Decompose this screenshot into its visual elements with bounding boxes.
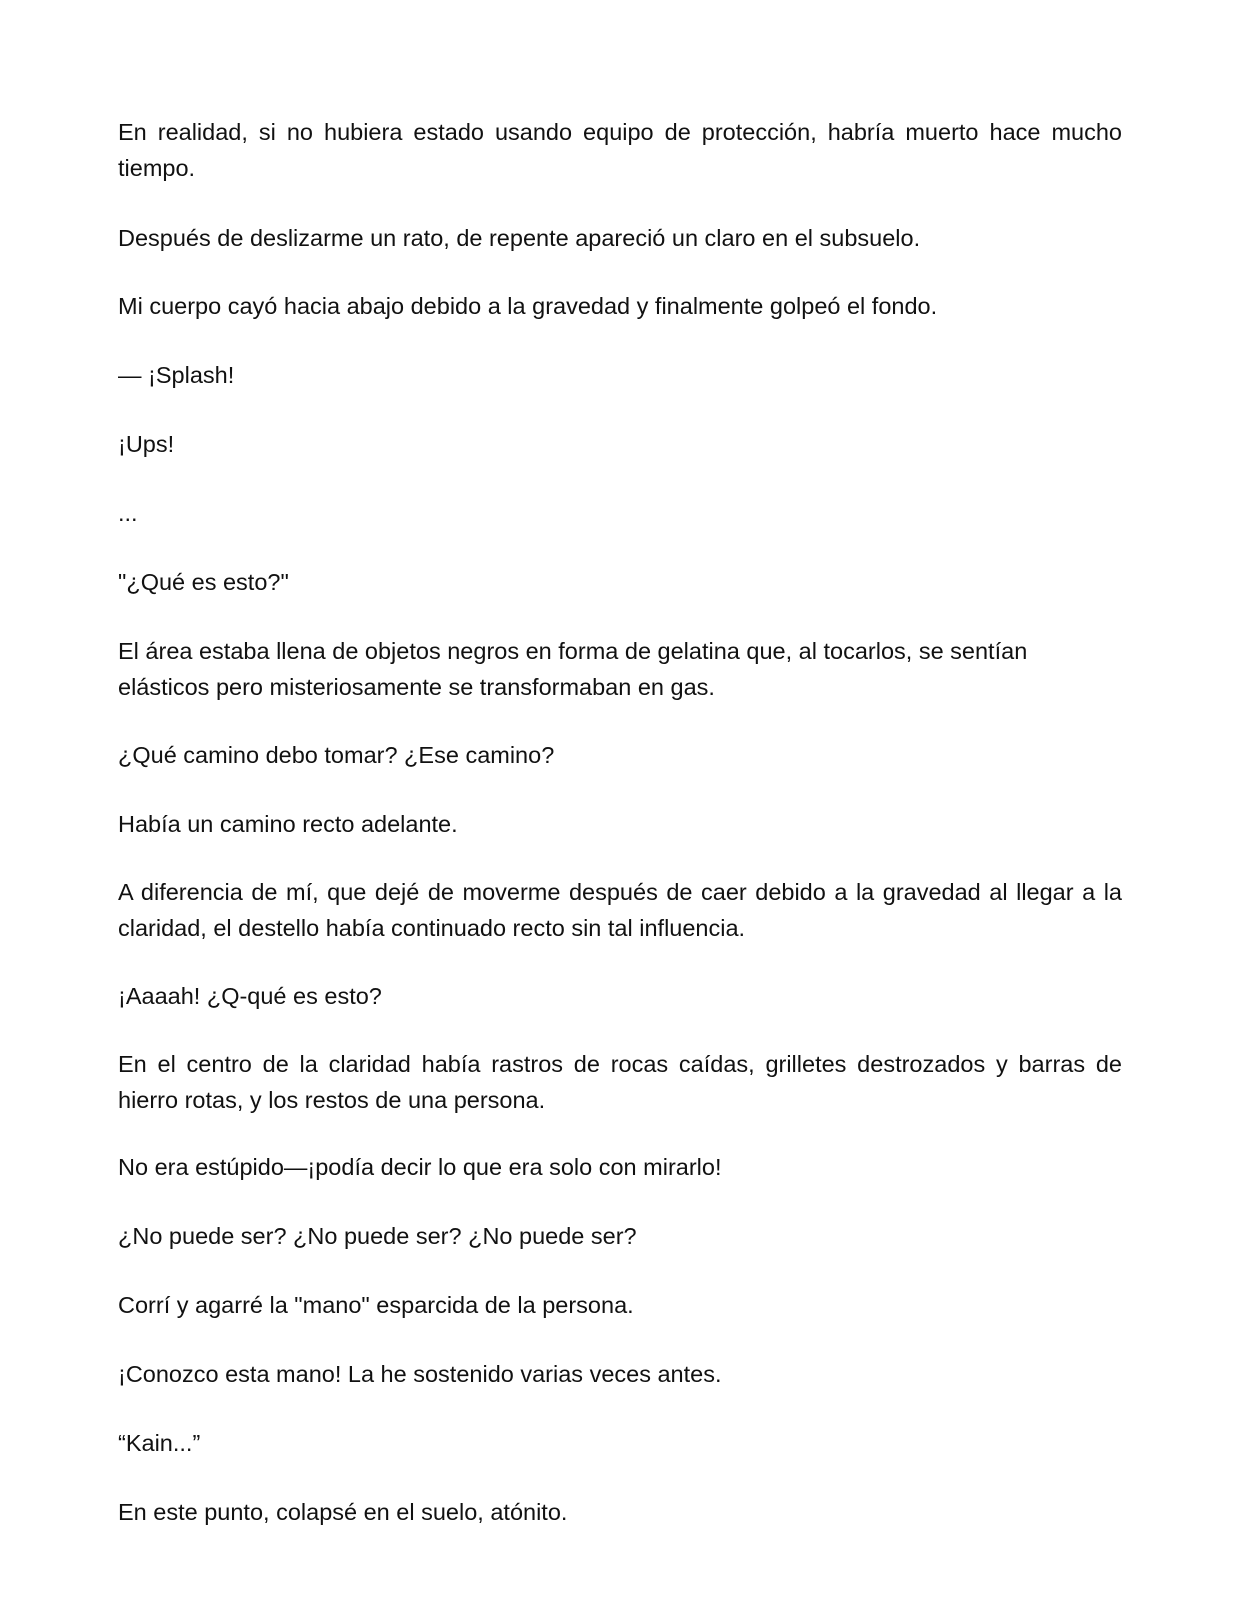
paragraph: ¡Ups! — [118, 431, 175, 457]
paragraph: Había un camino recto adelante. — [118, 811, 458, 837]
paragraph: — ¡Splash! — [118, 362, 235, 388]
paragraph: “Kain...” — [118, 1430, 201, 1456]
paragraph: Corrí y agarré la "mano" esparcida de la persona. — [118, 1292, 634, 1318]
paragraph: El área estaba llena de objetos negros en forma de gelatina que, al tocarlos, se sentían elásticos pero misteriosamente se transformaban en gas. — [118, 638, 1028, 700]
paragraph: En el centro de la claridad había rastros de rocas caídas, grilletes destrozados y barras de hierro rotas, y los restos de una persona. — [118, 1051, 1122, 1113]
paragraph: ¡Aaaah! ¿Q-qué es esto? — [118, 983, 382, 1009]
paragraph: En este punto, colapsé en el suelo, atónito. — [118, 1499, 568, 1525]
paragraph: No era estúpido—¡podía decir lo que era solo con mirarlo! — [118, 1154, 722, 1180]
paragraph: ... — [118, 500, 138, 526]
paragraph: A diferencia de mí, que dejé de moverme después de caer debido a la gravedad al llegar a la claridad, el destello había continuado recto sin tal influencia. — [118, 879, 1122, 941]
paragraph: En realidad, si no hubiera estado usando equipo de protección, habría muerto hace mucho tiempo. — [118, 119, 1122, 181]
paragraph: "¿Qué es esto?" — [118, 569, 289, 595]
paragraph: ¿No puede ser? ¿No puede ser? ¿No puede ser? — [118, 1223, 637, 1249]
paragraph: ¡Conozco esta mano! La he sostenido varias veces antes. — [118, 1361, 722, 1387]
paragraph: ¿Qué camino debo tomar? ¿Ese camino? — [118, 742, 555, 768]
paragraph: Después de deslizarme un rato, de repente apareció un claro en el subsuelo. — [118, 225, 921, 251]
paragraph: Mi cuerpo cayó hacia abajo debido a la gravedad y finalmente golpeó el fondo. — [118, 293, 938, 319]
